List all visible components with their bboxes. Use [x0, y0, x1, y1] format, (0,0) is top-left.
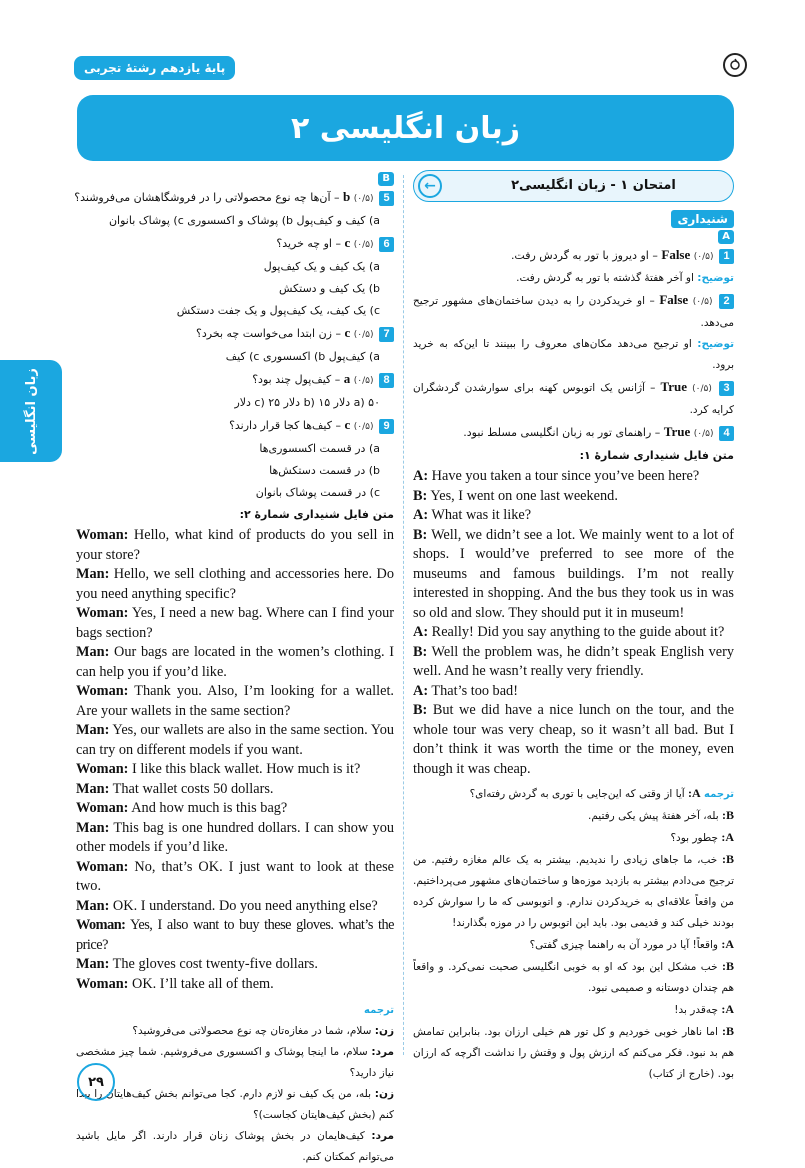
question-7-options: a) کیف‌پول b) اکسسوری c) کیف	[225, 350, 380, 363]
answer-3: 3 True (۰/۵) – آژانس یک اتوبوس کهنه برای سوارشدن گردشگران کرایه کرد.	[413, 379, 734, 416]
transcript-2	[76, 526, 394, 994]
translation-line: B: اما ناهار خوبی خوردیم و کل تور هم خیلی ارزان بود. بنابراین تمامش هم بد نبود. فکر می‌کنم که ارزش پول و وقتش را نداشت اگرچه که ارزان بود. (خارج از کتاب)	[413, 1024, 734, 1080]
translation-label: ترجمه	[364, 1005, 394, 1016]
section-badge: A	[718, 230, 734, 244]
dialogue-line: A: Really! Did you say anything to the guide about it?	[413, 624, 725, 640]
question-5-options: a) کیف و کیف‌پول b) پوشاک و اکسسوری c) پوشاک بانوان	[108, 214, 380, 227]
dialogue-line: Man: Yes, our wallets are also in the same section. You can try on different models if you want.	[76, 722, 394, 758]
dialogue-line: Woman: Thank you. Also, I’m looking for a wallet. Are your wallets in the same section?	[76, 683, 394, 719]
dialogue-line: Woman: Yes, I also want to buy these gloves. what’s the price?	[76, 917, 394, 953]
dialogue-line: Woman: I like this black wallet. How much is it?	[76, 761, 361, 777]
dialogue-line: Man: This bag is one hundred dollars. I can show you other models if you’d like.	[76, 819, 394, 855]
grade-label: پایهٔ یازدهم رشتهٔ تجربی	[74, 56, 235, 80]
arrow-left-icon[interactable]: ←	[418, 174, 442, 198]
side-tab	[0, 360, 62, 462]
answer-2: 2 False (۰/۵) – او خریدکردن را به دیدن ساختمان‌های مشهور ترجیح می‌دهد.	[413, 292, 734, 329]
dialogue-line: B: But we did have a nice lunch on the tour, and the whole tour was very cheap, so it wasn’t all bad. But I don’t think it was worth the time or the money, even though it was cheap.	[413, 702, 734, 777]
left-column	[76, 170, 394, 1168]
dialogue-line: A: Have you taken a tour since you’ve been here?	[413, 468, 700, 484]
question-5: 5 b (۰/۵) – آن‌ها چه نوع محصولاتی را در فروشگاهشان می‌فروشند؟	[76, 186, 394, 210]
translation-line: A: واقعاً! آیا در مورد آن به راهنما چیزی گفتی؟	[529, 937, 734, 951]
publisher-logo-icon	[723, 53, 747, 77]
translation-line: A: چطور بود؟	[670, 830, 734, 844]
dialogue-line: B: Well, we didn’t see a lot. We mainly went to a lot of shops. I would’ve preferred to see more of the museums and famous buildings. I’m not really interested in shopping. And the bus they took us in was so old and slow. They should put it in museum!	[413, 526, 734, 621]
transcript-2-title: متن فایل شنیداری شمارهٔ ۲:	[239, 508, 394, 521]
translation-line: ترجمه A: آیا از وقتی که این‌جایی با توری به گردش رفته‌ای؟	[469, 786, 734, 800]
right-column	[413, 170, 734, 1085]
dialogue-line: Woman: Hello, what kind of products do you sell in your store?	[76, 527, 394, 563]
translation-line: B: بله، آخر هفتهٔ پیش یکی رفتیم.	[587, 808, 734, 822]
explanation-2: توضیح: او ترجیح می‌دهد مکان‌های معروف را ببینند تا این‌که به خرید برود.	[413, 338, 735, 371]
transcript-1	[413, 467, 734, 779]
question-8-options: a) ۵۰ دلار b) ۱۵ دلار c) ۲۵ دلار	[234, 396, 380, 409]
dialogue-line: Man: That wallet costs 50 dollars.	[76, 780, 274, 797]
explanation-1: توضیح: او آخر هفتهٔ گذشته با تور به گردش رفت.	[516, 272, 734, 284]
question-7: 7 c (۰/۵) – زن ابتدا می‌خواست چه بخرد؟	[76, 322, 394, 346]
dialogue-line: Woman: And how much is this bag?	[76, 800, 288, 816]
dialogue-line: B: Well the problem was, he didn’t speak English very well. And he wasn’t really very friendly.	[413, 643, 734, 679]
question-8: 8 a (۰/۵) – کیف‌پول چند بود؟	[76, 368, 394, 392]
question-9: 9 c (۰/۵) – کیف‌ها کجا قرار دارند؟	[76, 414, 394, 438]
translation-2	[76, 1000, 394, 1168]
question-9-option-a: a) در قسمت اکسسوری‌ها	[259, 442, 380, 455]
page-title: زبان انگلیسی ۲	[77, 95, 734, 161]
section-title: شنیداری	[413, 208, 734, 228]
exam-title: امتحان ۱ - زبان انگلیسی۲	[511, 178, 676, 193]
translation-1	[413, 783, 734, 1085]
dialogue-line: A: What was it like?	[413, 507, 532, 523]
section-a-header	[413, 228, 734, 244]
dialogue-line: B: Yes, I went on one last weekend.	[413, 487, 618, 504]
dialogue-line: A: That’s too bad!	[413, 682, 518, 699]
question-9-option-c: c) در قسمت پوشاک بانوان	[255, 486, 380, 499]
dialogue-line: Woman: No, that’s OK. I just want to look at these two.	[76, 858, 394, 894]
dialogue-line: Man: Our bags are located in the women’s clothing. I can help you if you’d like.	[76, 644, 394, 680]
side-tab-label: زبان انگلیسی	[23, 367, 39, 455]
question-6: 6 c (۰/۵) – او چه خرید؟	[76, 232, 394, 256]
translation-line: مرد: سلام، ما اینجا پوشاک و اکسسوری می‌فروشیم. شما چیز مشخصی نیاز دارید؟	[76, 1046, 394, 1079]
section-b-header	[76, 170, 394, 186]
transcript-1-title: متن فایل شنیداری شمارهٔ ۱:	[579, 449, 734, 462]
answer-1: 1 False (۰/۵) – او دیروز با تور به گردش رفت.	[413, 244, 734, 268]
question-9-option-b: b) در قسمت دستکش‌ها	[269, 464, 380, 477]
dialogue-line: Woman: OK. I’ll take all of them.	[76, 975, 274, 992]
translation-line: B: خب، ما جاهای زیادی را ندیدیم. بیشتر به یک عالم مغازه رفتیم. من ترجیح می‌دادم بیشتر به بازدید موزه‌ها و ساختمان‌های مشهور می‌پرداختیم. من واقعاً علاقه‌ای به خریدکردن ندارم. و اتوبوسی که ما را سوارش کرده بودند خیلی کند و قدیمی بود. باید این اتوبوس را در موزه بگذارند!	[413, 852, 734, 929]
translation-line: مرد: کیف‌هایمان در بخش پوشاک زنان قرار دارند. اگر مایل باشید می‌توانم کمکتان کنم.	[76, 1130, 394, 1163]
translation-line: B: خب مشکل این بود که او به خوبی انگلیسی صحبت نمی‌کرد. و واقعاً هم چندان دوستانه و صمیمی نبود.	[413, 959, 734, 994]
dialogue-line: Man: OK. I understand. Do you need anything else?	[76, 897, 378, 914]
dialogue-line: Man: The gloves cost twenty-five dollars.	[76, 956, 318, 972]
translation-line: A: چه‌قدر بد!	[674, 1002, 734, 1016]
translation-line: زن: بله، من یک کیف نو لازم دارم. کجا می‌توانم بخش کیف‌هایتان را پیدا کنم (بخش کیف‌هایتان کجاست)؟	[76, 1088, 394, 1121]
question-6-option-b: b) یک کیف و دستکش	[279, 282, 380, 295]
question-6-option-a: a) یک کیف و یک کیف‌پول	[263, 260, 380, 273]
exam-header	[413, 170, 734, 202]
translation-line: زن: سلام، شما در مغازه‌تان چه نوع محصولاتی می‌فروشید؟	[132, 1025, 394, 1037]
column-divider	[403, 175, 404, 1055]
dialogue-line: Woman: Yes, I need a new bag. Where can I find your bags section?	[76, 605, 394, 641]
page-number: ۲۹	[77, 1063, 115, 1101]
question-6-option-c: c) یک کیف، یک کیف‌پول و یک جفت دستکش	[176, 304, 380, 317]
section-badge: B	[378, 172, 394, 186]
dialogue-line: Man: Hello, we sell clothing and accessories here. Do you need anything specific?	[76, 566, 394, 602]
answer-4: 4 True (۰/۵) – راهنمای تور به زبان انگلیسی مسلط نبود.	[413, 421, 734, 445]
